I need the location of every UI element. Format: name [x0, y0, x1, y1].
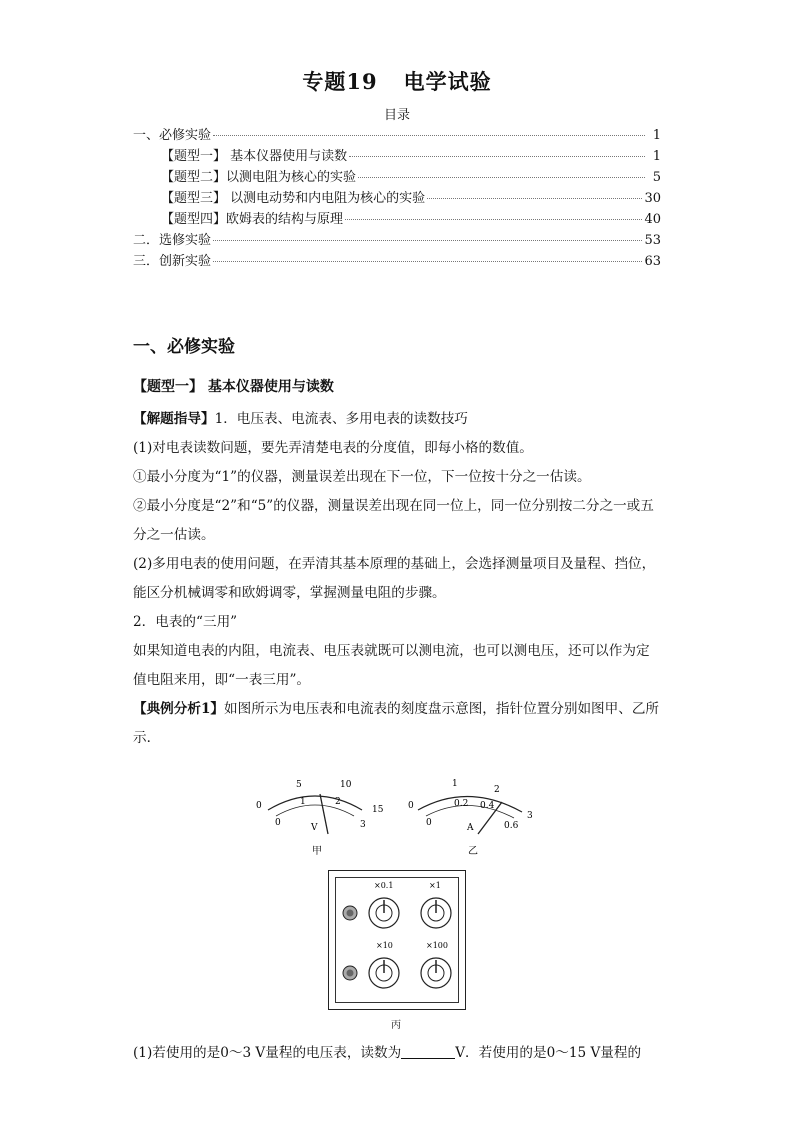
- toc-leader: [345, 219, 642, 220]
- guide-p5: 2．电表的“三用”: [133, 614, 238, 630]
- dial-x1: [421, 881, 451, 928]
- resistance-box-dials: [336, 878, 460, 1004]
- voltmeter-upper-5: 5: [296, 780, 302, 790]
- toc-leader: [427, 198, 642, 199]
- ammeter-lower-02: 0.2: [454, 799, 469, 809]
- subsection-heading: 【题型一】 基本仪器使用与读数: [133, 379, 334, 395]
- table-of-contents: [133, 124, 661, 271]
- ammeter-upper-2: 2: [494, 785, 500, 795]
- toc-item-page: 53: [644, 233, 661, 248]
- dial-x10: [369, 941, 399, 988]
- voltmeter-caption: 甲: [312, 846, 322, 857]
- voltmeter-lower-1: 1: [300, 797, 306, 807]
- toc-leader: [213, 261, 642, 262]
- toc-item-label: 【题型三】 以测电动势和内电阻为核心的实验: [161, 191, 426, 206]
- voltmeter-lower-3: 3: [360, 820, 366, 830]
- question-1: (1)若使用的是0～3 V量程的电压表，读数为 V．若使用的是0～15 V量程的: [133, 1045, 642, 1061]
- toc-item[interactable]: [133, 124, 661, 145]
- guide-line1: 【解题指导】1．电压表、电流表、多用电表的读数技巧: [133, 411, 468, 427]
- resistance-box-panel: [335, 877, 459, 1003]
- toc-item-page: 63: [644, 254, 661, 269]
- guide-p6: 如果知道电表的内阻，电流表、电压表就既可以测电流，也可以测电压，还可以作为定值电阻来用，即“一表三用”。: [133, 643, 650, 688]
- ammeter-upper-3: 3: [527, 811, 533, 821]
- resistance-box: [328, 870, 466, 1010]
- guide-p4: (2)多用电表的使用问题，在弄清其基本原理的基础上，会选择测量项目及量程、挡位，能区分机械调零和欧姆调零，掌握测量电阻的步骤。: [133, 556, 656, 601]
- ammeter-lower-04: 0.4: [480, 801, 495, 811]
- resistance-box-caption: 丙: [391, 1020, 401, 1031]
- voltmeter-dial: [256, 780, 384, 857]
- toc-item[interactable]: [133, 250, 661, 271]
- toc-leader: [213, 240, 642, 241]
- page-title: [0, 66, 794, 96]
- section-heading: 一、必修实验: [133, 337, 235, 357]
- example-intro: 【典例分析1】如图所示为电压表和电流表的刻度盘示意图，指针位置分别如图甲、乙所示．: [133, 701, 660, 746]
- guide-p1: (1)对电表读数问题，要先弄清楚电表的分度值，即每小格的数值。: [133, 440, 533, 456]
- toc-item-label: 三．创新实验: [133, 254, 212, 269]
- toc-item[interactable]: [133, 166, 661, 187]
- dial-label-x1: ×1: [429, 881, 441, 890]
- meter-figure: [250, 772, 550, 862]
- dial-label-x100: ×100: [426, 941, 448, 950]
- toc-item-label: 【题型二】以测电阻为核心的实验: [161, 170, 357, 185]
- guide-tag: 【解题指导】: [133, 411, 215, 427]
- toc-item[interactable]: [133, 229, 661, 250]
- toc-item-label: 【题型一】 基本仪器使用与读数: [161, 149, 348, 164]
- voltmeter-unit: V: [311, 823, 318, 833]
- toc-leader: [349, 156, 645, 157]
- voltmeter-upper-0: 0: [256, 801, 262, 811]
- ammeter-dial: [408, 779, 533, 857]
- ammeter-caption: 乙: [468, 846, 478, 857]
- title-sub: 电学试验: [403, 69, 492, 94]
- ammeter-unit: A: [467, 823, 474, 833]
- dial-label-x10: ×10: [376, 941, 393, 950]
- toc-item-label: 【题型四】欧姆表的结构与原理: [161, 212, 344, 227]
- ammeter-upper-0: 0: [408, 801, 414, 811]
- toc-leader: [358, 177, 645, 178]
- dial-x100: [421, 941, 451, 988]
- toc-item-page: 40: [644, 212, 661, 227]
- example-tag: 【典例分析1】: [133, 701, 225, 717]
- ammeter-upper-1: 1: [452, 779, 458, 789]
- toc-item[interactable]: [133, 187, 661, 208]
- guide-block: [133, 405, 661, 753]
- toc-item-label: 一、必修实验: [133, 128, 212, 143]
- voltmeter-upper-15: 15: [372, 805, 384, 815]
- toc-leader: [213, 135, 645, 136]
- voltmeter-lower-0: 0: [275, 818, 281, 828]
- guide-p3: ②最小分度是“2”和“5”的仪器，测量误差出现在同一位上，同一位分别按二分之一或五分之一估读。: [133, 498, 654, 543]
- toc-item-page: 30: [644, 191, 661, 206]
- dial-label-x0.1: ×0.1: [374, 881, 394, 890]
- title-main: 专题19: [302, 69, 378, 94]
- toc-item-label: 二．选修实验: [133, 233, 212, 248]
- toc-item-page: 1: [652, 149, 661, 164]
- toc-heading: 目录: [383, 108, 410, 123]
- answer-blank[interactable]: [401, 1044, 455, 1059]
- guide-p2: ①最小分度为“1”的仪器，测量误差出现在下一位，下一位按十分之一估读。: [133, 469, 591, 485]
- dial-x0.1: [369, 881, 399, 928]
- toc-item-page: 5: [652, 170, 661, 185]
- toc-item[interactable]: [133, 208, 661, 229]
- toc-item-page: 1: [652, 128, 661, 143]
- voltmeter-lower-2: 2: [335, 797, 341, 807]
- voltmeter-upper-10: 10: [340, 780, 352, 790]
- ammeter-lower-06: 0.6: [504, 821, 519, 831]
- ammeter-lower-0: 0: [426, 818, 432, 828]
- toc-item[interactable]: [133, 145, 661, 166]
